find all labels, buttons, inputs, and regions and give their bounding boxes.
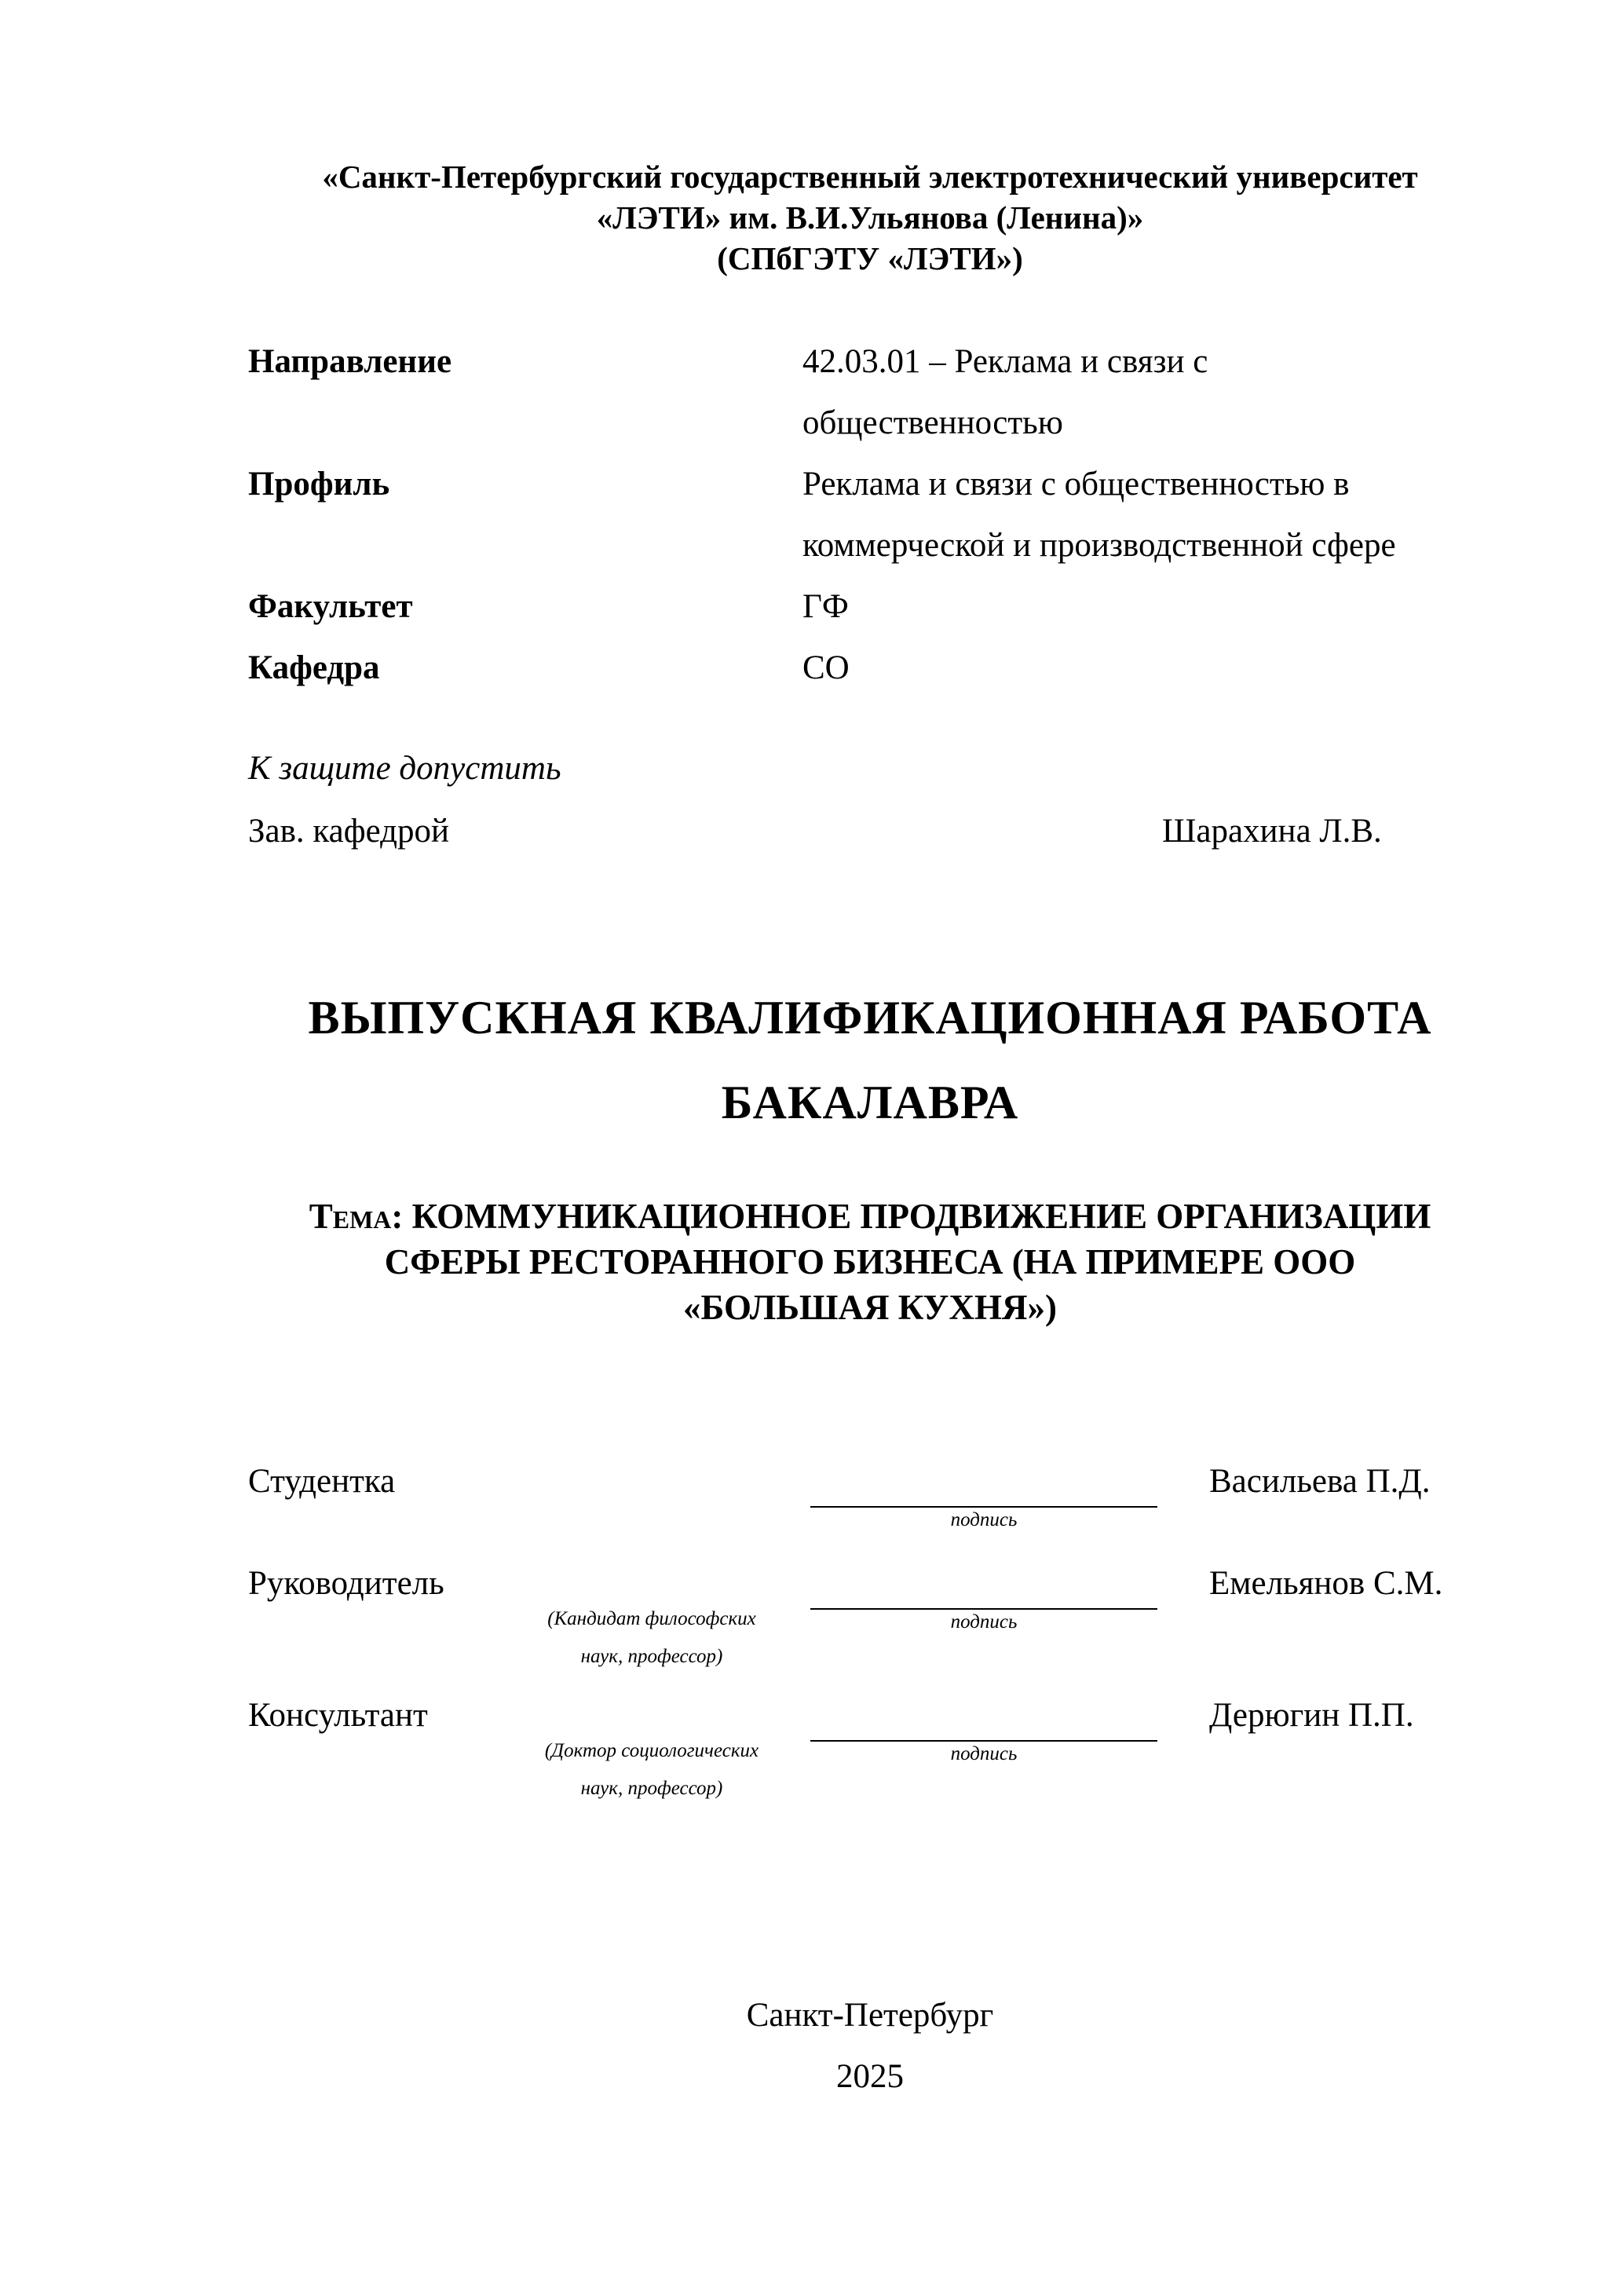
topic-line-3: «БОЛЬШАЯ КУХНЯ») [683,1288,1057,1327]
profile-label: Профиль [248,466,390,503]
topic-label: Тема [309,1197,392,1236]
supervisor-signature-line [810,1608,1157,1610]
consultant-role: Консультант [248,1697,428,1734]
supervisor-degree-line-1: (Кандидат философских [547,1608,756,1629]
supervisor-degree [518,1600,785,1676]
direction-value-line-1: 42.03.01 – Реклама и связи с [802,343,1208,380]
university-name-line-1: «Санкт-Петербургский государственный электротехнический университет [322,159,1418,195]
direction-label: Направление [248,343,452,380]
university-name-line-2: «ЛЭТИ» им. В.И.Ульянова (Ленина)» [596,199,1144,236]
consultant-name: Дерюгин П.П. [1209,1697,1414,1734]
faculty-label: Факультет [248,588,413,625]
department-label: Кафедра [248,649,380,686]
consultant-degree-line-1: (Доктор социологических [544,1740,759,1761]
consultant-degree [518,1732,785,1808]
document-title-line-1: ВЫПУСКНАЯ КВАЛИФИКАЦИОННАЯ РАБОТА [308,992,1432,1044]
consultant-signature-line [810,1740,1157,1742]
supervisor-role: Руководитель [248,1565,444,1602]
supervisor-degree-line-2: наук, профессор) [580,1646,723,1667]
supervisor-name: Емельянов С.М. [1209,1565,1443,1602]
student-signature-hint: подпись [950,1509,1018,1530]
admission-note: К защите допустить [248,750,561,787]
university-abbreviation: (СПбГЭТУ «ЛЭТИ») [717,240,1023,276]
city: Санкт-Петербург [746,1997,994,2034]
student-name: Васильева П.Д. [1209,1463,1431,1500]
topic-text-line-1: КОММУНИКАЦИОННОЕ ПРОДВИЖЕНИЕ ОРГАНИЗАЦИИ [411,1197,1431,1236]
student-role: Студентка [248,1463,396,1500]
document-title-line-2: БАКАЛАВРА [721,1077,1019,1128]
department-value: СО [802,649,850,686]
profile-value-line-1: Реклама и связи с общественностью в [802,466,1350,503]
profile-value-line-2: коммерческой и производственной сфере [802,527,1396,564]
department-head-label: Зав. кафедрой [248,813,450,850]
consultant-signature-hint: подпись [950,1743,1018,1764]
topic-line-2: СФЕРЫ РЕСТОРАННОГО БИЗНЕСА (НА ПРИМЕРЕ ООО [384,1242,1356,1281]
student-signature-line [810,1506,1157,1508]
topic-line-1: Тема: КОММУНИКАЦИОННОЕ ПРОДВИЖЕНИЕ ОРГАНИЗАЦИИ [309,1197,1431,1236]
supervisor-signature-hint: подпись [950,1611,1018,1632]
faculty-value: ГФ [802,588,849,625]
direction-value-line-2: общественностью [802,404,1063,441]
consultant-degree-line-2: наук, профессор) [580,1778,723,1799]
year: 2025 [836,2058,904,2095]
department-head-name: Шарахина Л.В. [1162,813,1382,850]
